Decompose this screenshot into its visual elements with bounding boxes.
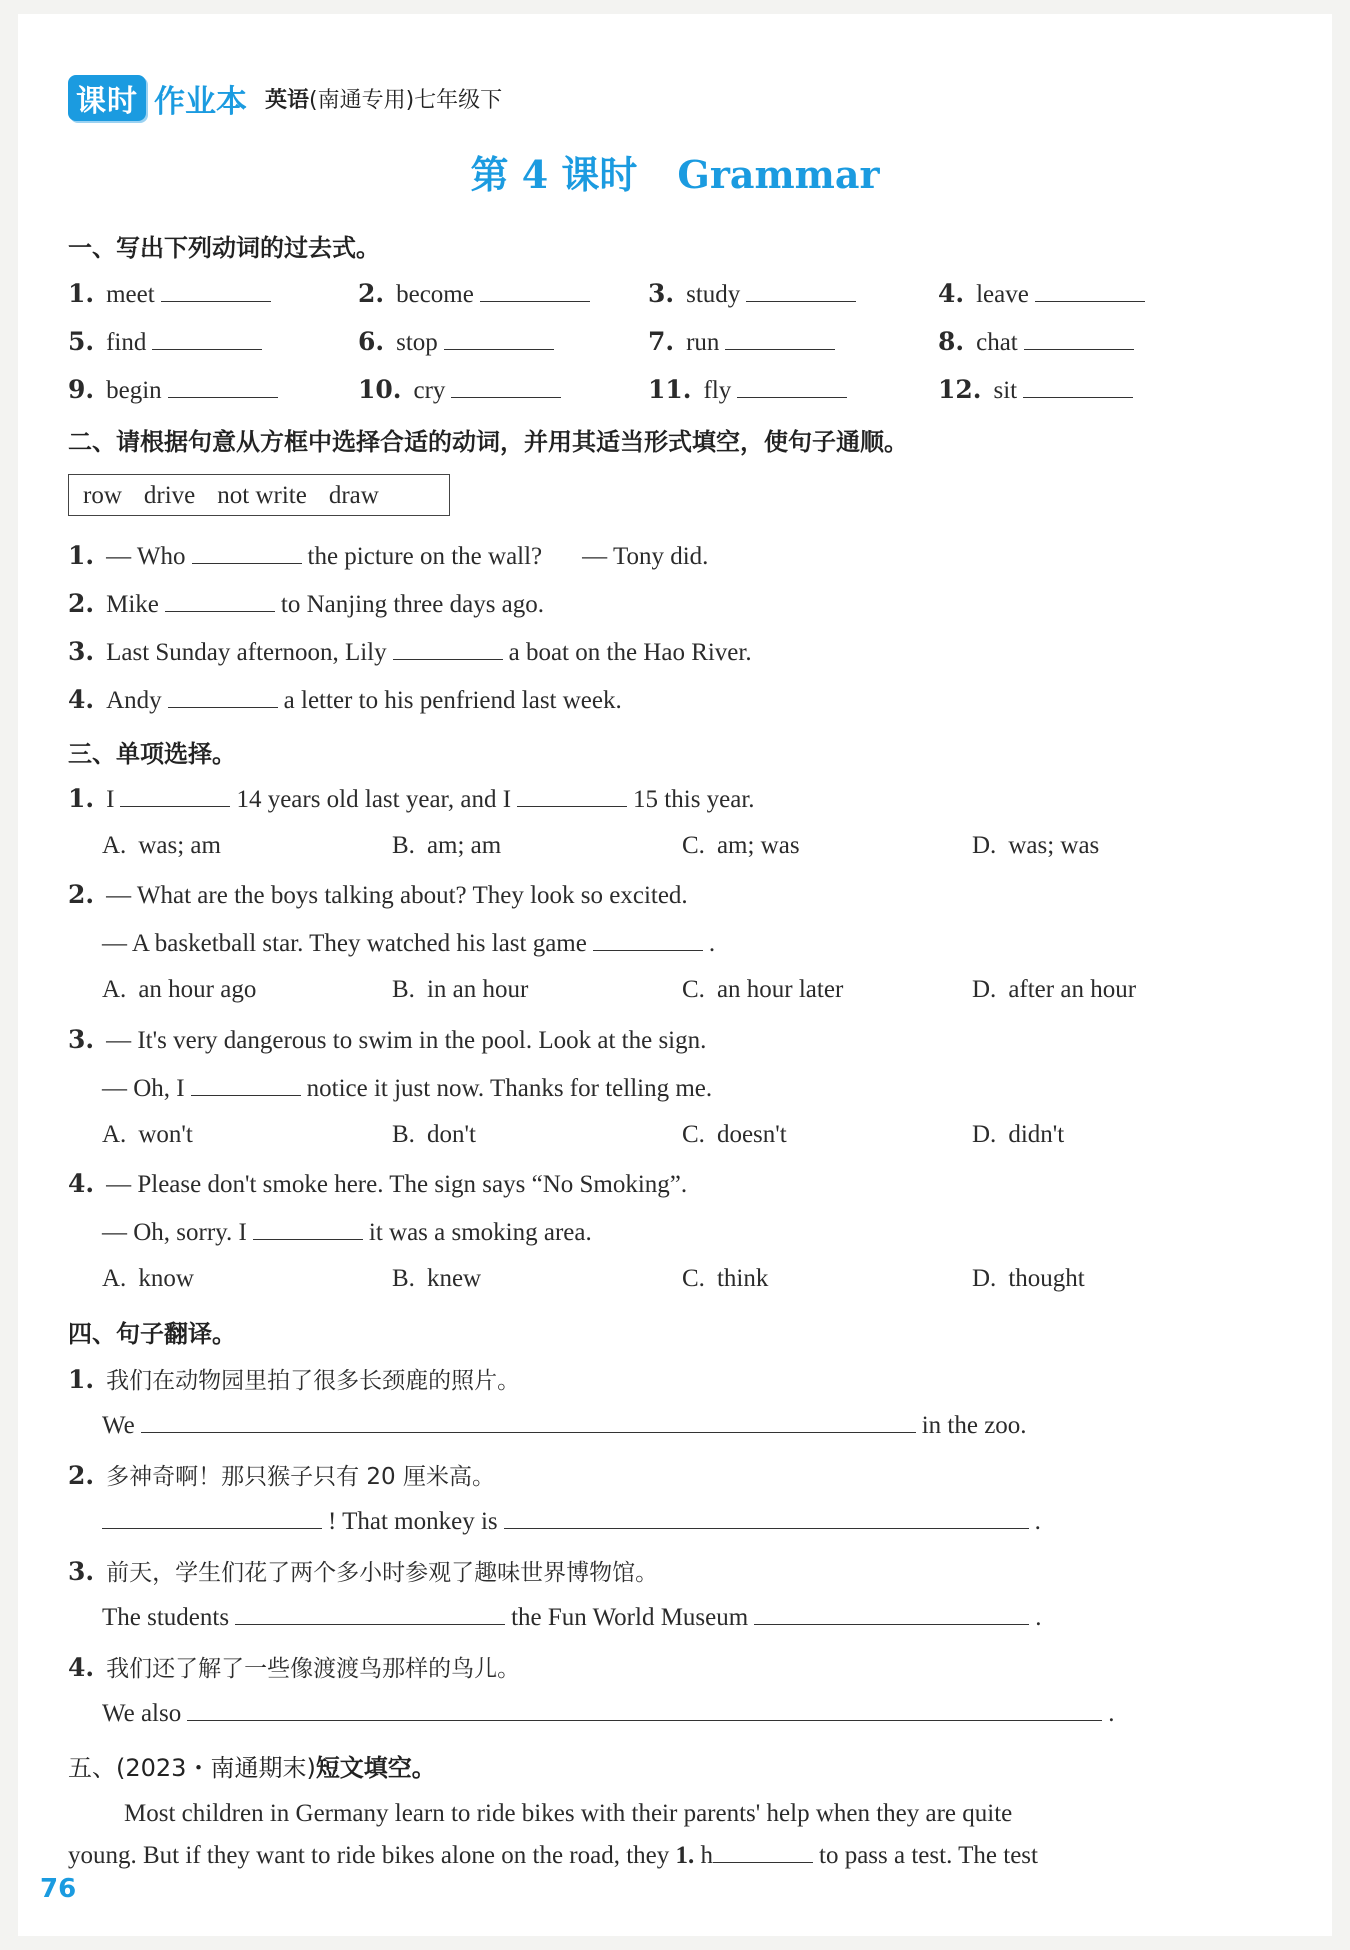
verb-word: leave: [976, 281, 1029, 308]
brand-name: 作业本: [154, 83, 247, 120]
option-c[interactable]: C. doesn't: [682, 1121, 787, 1148]
word-box: row drive not write draw: [68, 474, 450, 516]
s3-question-2: 2. — What are the boys talking about? They look so excited.: [68, 880, 688, 909]
answer-blank[interactable]: [1035, 279, 1145, 302]
answer-blank[interactable]: [725, 327, 835, 350]
header-subject: 英语(南通专用)七年级下: [265, 87, 503, 113]
option-b[interactable]: B. don't: [392, 1121, 476, 1148]
answer-blank[interactable]: [161, 279, 271, 302]
answer-blank[interactable]: [168, 375, 278, 398]
answer-blank[interactable]: [444, 327, 554, 350]
brand-logo: 课时: [68, 75, 146, 121]
s4-question-2-answer: ! That monkey is .: [102, 1506, 1041, 1536]
option-d[interactable]: D. was; was: [972, 832, 1100, 859]
verb-word: find: [106, 329, 147, 356]
section-5-heading: 五、(2023・南通期末)短文填空。: [68, 1754, 436, 1782]
item-number: 5.: [68, 327, 95, 356]
option-c[interactable]: C. an hour later: [682, 976, 844, 1003]
s3-question-3-reply: — Oh, I notice it just now. Thanks for telling me.: [102, 1075, 713, 1102]
answer-blank[interactable]: [152, 327, 262, 350]
answer-blank[interactable]: [168, 685, 278, 708]
answer-blank[interactable]: [593, 928, 703, 951]
worksheet-page: [18, 14, 1332, 1936]
s2-question-2: 2. Mike to Nanjing three days ago.: [68, 589, 545, 618]
option-b[interactable]: B. in an hour: [392, 976, 529, 1003]
lesson-title: 第 4 课时 Grammar: [470, 152, 880, 197]
s2-question-1: 1. — Who the picture on the wall? — Tony did.: [68, 541, 709, 570]
verb-word: cry: [413, 377, 446, 404]
section-4-heading: 四、句子翻译。: [68, 1320, 236, 1348]
s3-question-4-reply: — Oh, sorry. I it was a smoking area.: [102, 1219, 592, 1246]
answer-blank[interactable]: [393, 637, 503, 660]
s3-question-3: 3. — It's very dangerous to swim in the pool. Look at the sign.: [68, 1025, 707, 1054]
verb-item: [648, 279, 862, 309]
answer-blank[interactable]: [235, 1602, 505, 1625]
verb-item: [68, 279, 277, 309]
verb-word: run: [686, 329, 720, 356]
item-number: 6.: [358, 327, 385, 356]
verb-word: meet: [106, 281, 155, 308]
answer-blank[interactable]: [1023, 375, 1133, 398]
item-number: 9.: [68, 375, 95, 404]
verb-item: [68, 327, 268, 357]
passage-line-2: young. But if they want to ride bikes alone on the road, they 1. h to pass a test. The test: [68, 1842, 1038, 1869]
s4-question-3-answer: The students the Fun World Museum .: [102, 1604, 1042, 1631]
verb-item: [358, 375, 567, 405]
page-number: 76: [40, 1874, 77, 1904]
answer-blank[interactable]: [504, 1506, 1029, 1529]
item-number: 10.: [358, 375, 402, 404]
option-d[interactable]: D. thought: [972, 1265, 1085, 1292]
answer-blank[interactable]: [737, 375, 847, 398]
option-b[interactable]: B. am; am: [392, 832, 502, 859]
verb-word: become: [396, 281, 474, 308]
s4-question-4-zh: 4. 我们还了解了一些像渡渡鸟那样的鸟儿。: [68, 1653, 521, 1682]
answer-blank[interactable]: [451, 375, 561, 398]
answer-blank[interactable]: [102, 1506, 322, 1529]
answer-blank[interactable]: [187, 1698, 1102, 1721]
verb-item: [938, 327, 1140, 357]
page-header: [68, 74, 502, 122]
verb-item: [648, 375, 853, 405]
answer-blank[interactable]: [754, 1602, 1029, 1625]
answer-blank[interactable]: [253, 1217, 363, 1240]
answer-blank[interactable]: [517, 784, 627, 807]
item-number: 1.: [68, 279, 95, 308]
section-3-heading: 三、单项选择。: [68, 740, 236, 768]
answer-blank[interactable]: [120, 784, 230, 807]
item-number: 3.: [648, 279, 675, 308]
s3-question-1: 1. I 14 years old last year, and I 15 this year.: [68, 784, 755, 813]
answer-blank[interactable]: [141, 1410, 916, 1433]
s3-question-2-reply: — A basketball star. They watched his last game .: [102, 930, 716, 957]
option-b[interactable]: B. knew: [392, 1265, 482, 1292]
verb-word: fly: [703, 377, 732, 404]
verb-word: study: [686, 281, 741, 308]
section-2-heading: 二、请根据句意从方框中选择合适的动词，并用其适当形式填空，使句子通顺。: [68, 428, 908, 456]
verb-word: stop: [396, 329, 438, 356]
answer-blank[interactable]: [192, 541, 302, 564]
s2-question-4: 4. Andy a letter to his penfriend last week.: [68, 685, 622, 714]
option-d[interactable]: D. didn't: [972, 1121, 1065, 1148]
item-number: 2.: [358, 279, 385, 308]
s3-question-4: 4. — Please don't smoke here. The sign says “No Smoking”.: [68, 1169, 688, 1198]
verb-item: [648, 327, 841, 357]
option-c[interactable]: C. think: [682, 1265, 769, 1292]
item-number: 12.: [938, 375, 982, 404]
item-number: 4.: [938, 279, 965, 308]
option-a[interactable]: A. know: [102, 1265, 194, 1292]
verb-word: sit: [993, 377, 1018, 404]
s2-question-3: 3. Last Sunday afternoon, Lily a boat on the Hao River.: [68, 637, 752, 666]
s4-question-4-answer: We also .: [102, 1700, 1115, 1727]
answer-blank[interactable]: [165, 589, 275, 612]
answer-blank[interactable]: [480, 279, 590, 302]
answer-blank[interactable]: [713, 1840, 813, 1863]
item-number: 8.: [938, 327, 965, 356]
option-d[interactable]: D. after an hour: [972, 976, 1137, 1003]
verb-item: [358, 279, 596, 309]
verb-word: begin: [106, 377, 162, 404]
option-a[interactable]: A. an hour ago: [102, 976, 257, 1003]
option-c[interactable]: C. am; was: [682, 832, 800, 859]
answer-blank[interactable]: [1024, 327, 1134, 350]
verb-item: [938, 279, 1151, 309]
s4-question-1-answer: We in the zoo.: [102, 1412, 1027, 1439]
verb-item: [358, 327, 560, 357]
verb-word: chat: [976, 329, 1018, 356]
answer-blank[interactable]: [191, 1073, 301, 1096]
verb-item: [68, 375, 284, 405]
s4-question-2-zh: 2. 多神奇啊！那只猴子只有 20 厘米高。: [68, 1461, 495, 1490]
section-1-heading: 一、写出下列动词的过去式。: [68, 234, 380, 262]
item-number: 7.: [648, 327, 675, 356]
s4-question-3-zh: 3. 前天，学生们花了两个多小时参观了趣味世界博物馆。: [68, 1557, 659, 1586]
passage-paragraph: Most children in Germany learn to ride bikes with their parents' help when they are quite: [124, 1800, 1013, 1827]
option-a[interactable]: A. won't: [102, 1121, 193, 1148]
item-number: 11.: [648, 375, 692, 404]
option-a[interactable]: A. was; am: [102, 832, 221, 859]
answer-blank[interactable]: [746, 279, 856, 302]
s4-question-1-zh: 1. 我们在动物园里拍了很多长颈鹿的照片。: [68, 1365, 521, 1394]
verb-item: [938, 375, 1139, 405]
